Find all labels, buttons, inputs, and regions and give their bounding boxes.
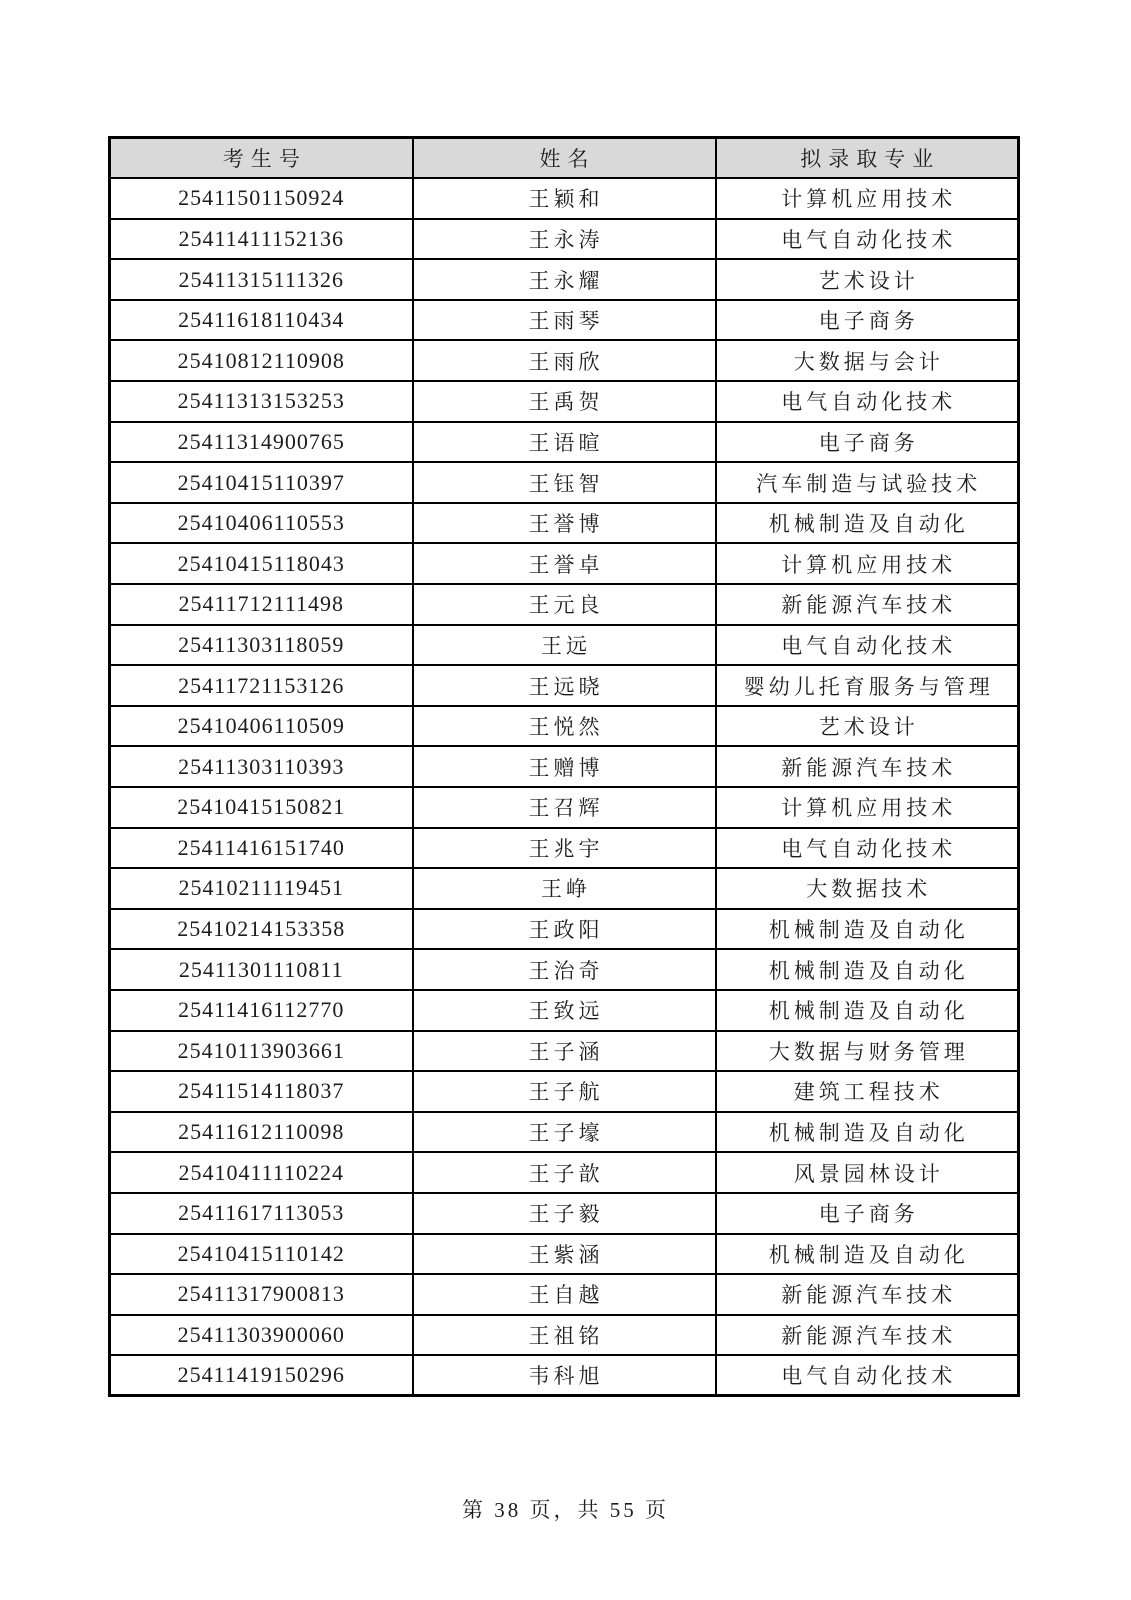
table-row <box>110 746 1019 787</box>
admission-major-cell: 新能源汽车技术 <box>716 746 1019 787</box>
candidate-id-cell: 25411617113053 <box>110 1193 413 1234</box>
candidate-name-cell: 王兆宇 <box>413 828 716 869</box>
admission-major-cell: 电气自动化技术 <box>716 1355 1019 1396</box>
column-header-candidate-id: 考生号 <box>110 138 413 179</box>
column-header-major: 拟录取专业 <box>716 138 1019 179</box>
admission-major-cell: 电气自动化技术 <box>716 625 1019 666</box>
table-row <box>110 300 1019 341</box>
admission-major-cell: 艺术设计 <box>716 259 1019 300</box>
admission-major-cell: 风景园林设计 <box>716 1152 1019 1193</box>
table-body <box>110 178 1019 1396</box>
admission-major-cell: 机械制造及自动化 <box>716 1112 1019 1153</box>
candidate-name-cell: 王永耀 <box>413 259 716 300</box>
table-row <box>110 1234 1019 1275</box>
candidate-name-cell: 王远 <box>413 625 716 666</box>
page-number-footer: 第 38 页，共 55 页 <box>462 1498 669 1522</box>
candidate-name-cell: 王子航 <box>413 1071 716 1112</box>
admission-major-cell: 计算机应用技术 <box>716 543 1019 584</box>
admission-major-cell: 建筑工程技术 <box>716 1071 1019 1112</box>
candidate-id-cell: 25410415118043 <box>110 543 413 584</box>
table-row <box>110 503 1019 544</box>
table-row <box>110 1031 1019 1072</box>
table-row <box>110 949 1019 990</box>
candidate-name-cell: 王远晓 <box>413 665 716 706</box>
candidate-id-cell: 25411618110434 <box>110 300 413 341</box>
table-row <box>110 1193 1019 1234</box>
admission-major-cell: 电子商务 <box>716 1193 1019 1234</box>
candidate-id-cell: 25411303110393 <box>110 746 413 787</box>
candidate-id-cell: 25411301110811 <box>110 949 413 990</box>
candidate-name-cell: 王祖铭 <box>413 1315 716 1356</box>
candidate-id-cell: 25410113903661 <box>110 1031 413 1072</box>
table-header-row <box>110 138 1019 179</box>
candidate-name-cell: 王紫涵 <box>413 1234 716 1275</box>
table-row <box>110 990 1019 1031</box>
table-row <box>110 1112 1019 1153</box>
table-row <box>110 706 1019 747</box>
candidate-id-cell: 25410415110397 <box>110 462 413 503</box>
candidate-id-cell: 25410415110142 <box>110 1234 413 1275</box>
admission-major-cell: 大数据与财务管理 <box>716 1031 1019 1072</box>
table-row <box>110 340 1019 381</box>
admission-major-cell: 婴幼儿托育服务与管理 <box>716 665 1019 706</box>
table-row <box>110 543 1019 584</box>
table-row <box>110 868 1019 909</box>
admission-major-cell: 新能源汽车技术 <box>716 584 1019 625</box>
table-row <box>110 1071 1019 1112</box>
candidate-id-cell: 25411314900765 <box>110 422 413 463</box>
admission-major-cell: 艺术设计 <box>716 706 1019 747</box>
candidate-name-cell: 王誉卓 <box>413 543 716 584</box>
table-row <box>110 665 1019 706</box>
candidate-id-cell: 25411612110098 <box>110 1112 413 1153</box>
admission-major-cell: 大数据与会计 <box>716 340 1019 381</box>
admission-major-cell: 大数据技术 <box>716 868 1019 909</box>
table-row <box>110 259 1019 300</box>
admission-list-table <box>108 136 1020 1397</box>
candidate-id-cell: 25411514118037 <box>110 1071 413 1112</box>
candidate-name-cell: 王悦然 <box>413 706 716 747</box>
candidate-name-cell: 王峥 <box>413 868 716 909</box>
table-row <box>110 1152 1019 1193</box>
candidate-id-cell: 25411721153126 <box>110 665 413 706</box>
admission-major-cell: 电气自动化技术 <box>716 381 1019 422</box>
candidate-id-cell: 25410211119451 <box>110 868 413 909</box>
table-row <box>110 381 1019 422</box>
candidate-name-cell: 王钰智 <box>413 462 716 503</box>
candidate-name-cell: 王颖和 <box>413 178 716 219</box>
admission-major-cell: 机械制造及自动化 <box>716 949 1019 990</box>
candidate-name-cell: 王禹贺 <box>413 381 716 422</box>
admission-major-cell: 电子商务 <box>716 300 1019 341</box>
table-row <box>110 1274 1019 1315</box>
admission-major-cell: 计算机应用技术 <box>716 178 1019 219</box>
candidate-id-cell: 25411411152136 <box>110 219 413 260</box>
candidate-id-cell: 25411416112770 <box>110 990 413 1031</box>
table-row <box>110 178 1019 219</box>
candidate-id-cell: 25411501150924 <box>110 178 413 219</box>
candidate-name-cell: 王致远 <box>413 990 716 1031</box>
admission-major-cell: 机械制造及自动化 <box>716 1234 1019 1275</box>
candidate-name-cell: 韦科旭 <box>413 1355 716 1396</box>
candidate-id-cell: 25410411110224 <box>110 1152 413 1193</box>
candidate-id-cell: 25411419150296 <box>110 1355 413 1396</box>
candidate-id-cell: 25410406110553 <box>110 503 413 544</box>
candidate-id-cell: 25411317900813 <box>110 1274 413 1315</box>
table-row <box>110 828 1019 869</box>
admission-major-cell: 机械制造及自动化 <box>716 909 1019 950</box>
candidate-id-cell: 25410415150821 <box>110 787 413 828</box>
candidate-name-cell: 王召辉 <box>413 787 716 828</box>
candidate-name-cell: 王子涵 <box>413 1031 716 1072</box>
table-row <box>110 787 1019 828</box>
candidate-id-cell: 25410812110908 <box>110 340 413 381</box>
table-row <box>110 1355 1019 1396</box>
admission-major-cell: 电气自动化技术 <box>716 828 1019 869</box>
table-row <box>110 584 1019 625</box>
candidate-id-cell: 25410214153358 <box>110 909 413 950</box>
admission-major-cell: 电气自动化技术 <box>716 219 1019 260</box>
table-row <box>110 625 1019 666</box>
table-row <box>110 462 1019 503</box>
candidate-name-cell: 王自越 <box>413 1274 716 1315</box>
candidate-name-cell: 王雨欣 <box>413 340 716 381</box>
candidate-name-cell: 王誉博 <box>413 503 716 544</box>
candidate-name-cell: 王赠博 <box>413 746 716 787</box>
table-row <box>110 1315 1019 1356</box>
candidate-name-cell: 王雨琴 <box>413 300 716 341</box>
candidate-name-cell: 王治奇 <box>413 949 716 990</box>
admission-major-cell: 新能源汽车技术 <box>716 1274 1019 1315</box>
candidate-name-cell: 王子毅 <box>413 1193 716 1234</box>
column-header-name: 姓名 <box>413 138 716 179</box>
candidate-name-cell: 王子歆 <box>413 1152 716 1193</box>
admission-major-cell: 电子商务 <box>716 422 1019 463</box>
candidate-id-cell: 25411712111498 <box>110 584 413 625</box>
table-row <box>110 909 1019 950</box>
candidate-id-cell: 25411313153253 <box>110 381 413 422</box>
candidate-name-cell: 王语暄 <box>413 422 716 463</box>
admission-major-cell: 机械制造及自动化 <box>716 503 1019 544</box>
admission-major-cell: 机械制造及自动化 <box>716 990 1019 1031</box>
admission-major-cell: 汽车制造与试验技术 <box>716 462 1019 503</box>
candidate-id-cell: 25410406110509 <box>110 706 413 747</box>
candidate-id-cell: 25411416151740 <box>110 828 413 869</box>
admission-major-cell: 计算机应用技术 <box>716 787 1019 828</box>
admission-major-cell: 新能源汽车技术 <box>716 1315 1019 1356</box>
candidate-name-cell: 王永涛 <box>413 219 716 260</box>
table-row <box>110 422 1019 463</box>
candidate-name-cell: 王政阳 <box>413 909 716 950</box>
candidate-id-cell: 25411303900060 <box>110 1315 413 1356</box>
candidate-name-cell: 王元良 <box>413 584 716 625</box>
candidate-id-cell: 25411315111326 <box>110 259 413 300</box>
candidate-name-cell: 王子壕 <box>413 1112 716 1153</box>
table-row <box>110 219 1019 260</box>
candidate-id-cell: 25411303118059 <box>110 625 413 666</box>
